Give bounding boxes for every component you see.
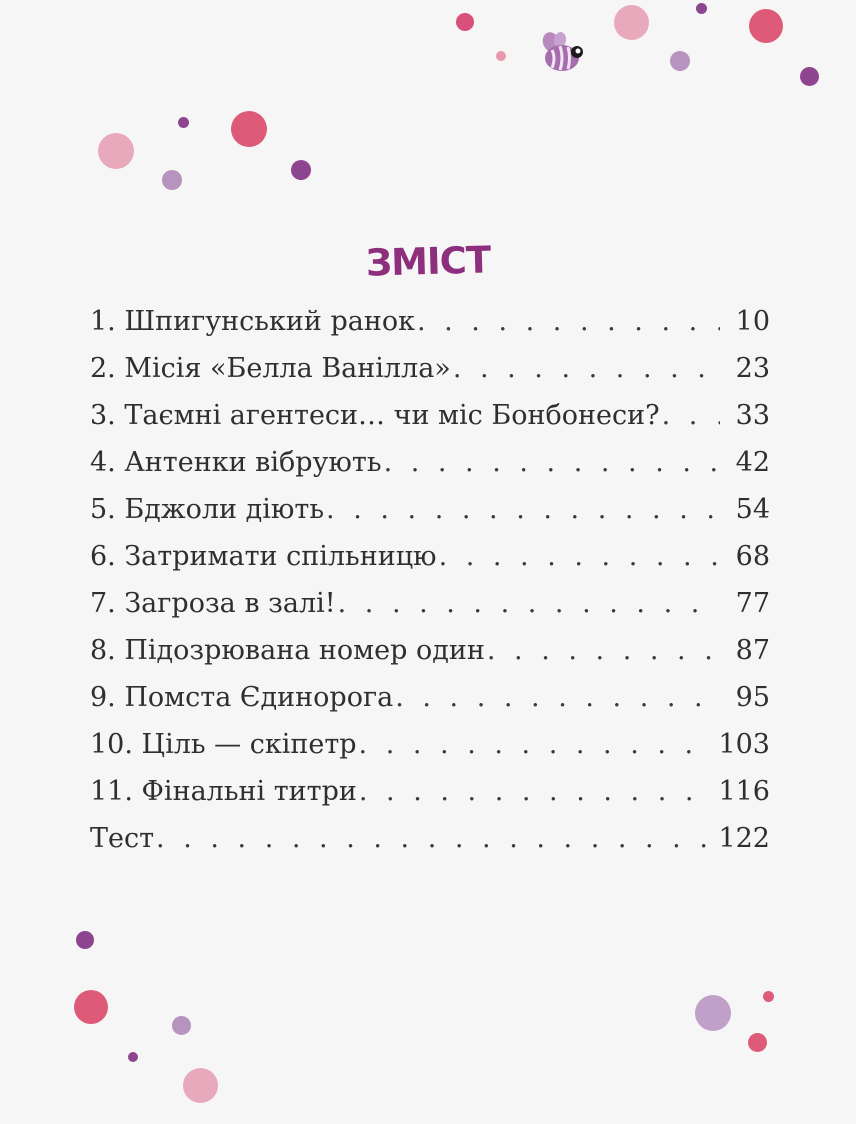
dot-leader [338,588,720,619]
toc-entry-page: 95 [735,682,770,713]
toc-entry-title: 9. Помста Єдинорога [90,682,394,713]
decorative-dot [172,1016,191,1035]
toc-entry [90,353,770,400]
dot-leader [395,682,720,713]
toc-entry-page: 122 [718,823,770,854]
decorative-dot [800,67,819,86]
decorative-dot [76,931,94,949]
toc-entry [90,400,770,447]
toc-entry-title: Тест [90,823,155,854]
toc-entry [90,729,770,776]
toc-entry [90,682,770,729]
toc-entry [90,823,770,870]
decorative-dot [231,111,267,147]
decorative-dot [456,13,474,31]
toc-entry-page: 68 [735,541,770,572]
dot-leader [359,776,713,807]
toc-entry-title: 2. Місія «Белла Ванілла» [90,353,451,384]
table-of-contents [90,306,770,870]
bee-icon [538,30,588,78]
toc-entry-page: 54 [735,494,770,525]
dot-leader [156,823,712,854]
decorative-dot [183,1068,218,1103]
decorative-dot [178,117,189,128]
toc-entry-page: 10 [735,306,770,337]
toc-entry [90,635,770,682]
toc-entry [90,494,770,541]
toc-entry-page: 23 [735,353,770,384]
toc-entry [90,588,770,635]
toc-entry [90,541,770,588]
dot-leader [662,400,720,431]
toc-entry-title: 10. Ціль — скіпетр [90,729,357,760]
decorative-dot [748,1033,767,1052]
decorative-dot [496,51,506,61]
toc-entry-title: 6. Затримати спільницю [90,541,437,572]
decorative-dot [98,133,134,169]
toc-entry-title: 3. Таємні агентеси… чи міс Бонбонеси? [90,400,660,431]
dot-leader [359,729,713,760]
dot-leader [487,635,720,666]
dot-leader [384,447,720,478]
dot-leader [326,494,720,525]
toc-entry [90,306,770,353]
toc-entry-title: 11. Фінальні титри [90,776,357,807]
toc-entry-title: 8. Підозрювана номер один [90,635,485,666]
dot-leader [417,306,720,337]
toc-entry-title: 5. Бджоли діють [90,494,325,525]
toc-entry-page: 116 [718,776,770,807]
decorative-dot [162,170,182,190]
toc-entry-title: 4. Антенки вібрують [90,447,382,478]
toc-entry-page: 103 [718,729,770,760]
decorative-dot [696,3,707,14]
decorative-dot [291,160,311,180]
toc-entry-page: 77 [735,588,770,619]
decorative-dot [670,51,690,71]
decorative-dot [614,5,649,40]
decorative-dot [74,990,108,1024]
decorative-dot [128,1052,138,1062]
page-title: ЗМІСТ [365,238,491,285]
dot-leader [439,541,720,572]
decorative-dot [695,995,731,1031]
decorative-dot [749,9,783,43]
toc-entry-title: 7. Загроза в залі! [90,588,336,619]
toc-entry-page: 33 [735,400,770,431]
dot-leader [453,353,720,384]
toc-entry-title: 1. Шпигунський ранок [90,306,415,337]
toc-entry-page: 42 [735,447,770,478]
decorative-dot [763,991,774,1002]
toc-entry-page: 87 [735,635,770,666]
toc-entry [90,447,770,494]
toc-entry [90,776,770,823]
